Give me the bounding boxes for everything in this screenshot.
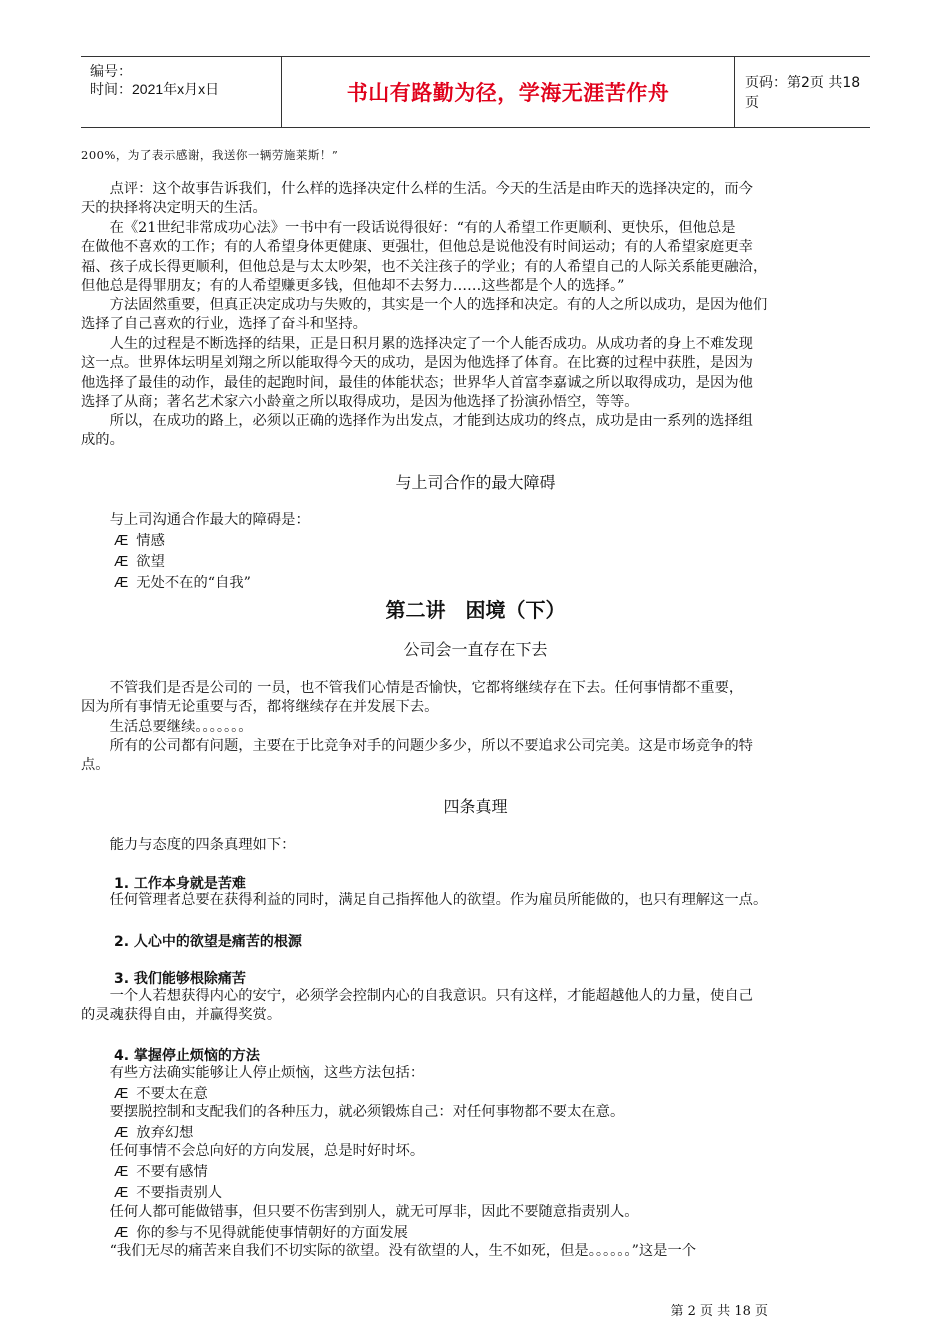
paragraph: 生活总要继续。。。。。。。 <box>81 719 253 735</box>
paragraph: 在《21世纪非常成功心法》一书中有一段话说得很好：“有的人希望工作更顺利、更快乐，但他总是 在做他不喜欢的工作；有的人希望身体更健康、更强壮，但他总是说他没有时间运动；有的人希望家庭更幸 福、孩子成长得更顺利，但他总是与太太吵架，也不关注孩子的学业；有的人希望自己的人际关系能更融洽， 但他总是得罪朋友；有的人希望赚更多钱，但他却不去努力……这些都是个人的选择。” <box>81 220 768 294</box>
section-intro: 能力与态度的四条真理如下： <box>81 837 296 853</box>
list-item: Æ 无处不在的“自我” <box>114 575 251 591</box>
paragraph: 要摆脱控制和支配我们的各种压力，就必须锻炼自己：对任何事物都不要太在意。 <box>81 1104 625 1120</box>
bullet-icon: Æ <box>114 554 129 570</box>
continued-line: 200%，为了表示感谢，我送你一辆劳施莱斯！” <box>81 148 339 162</box>
lecture-title: 第二讲 困境（下） <box>385 598 566 622</box>
page-footer: 第 2 页 共 18 页 <box>670 1304 768 1319</box>
header-meta-cell <box>81 57 282 127</box>
list-item: Æ 欲望 <box>114 554 165 570</box>
paragraph: 点评：这个故事告诉我们，什么样的选择决定什么样的生活。今天的生活是由昨天的选择决定的，而今 天的抉择将决定明天的生活。 <box>81 181 753 217</box>
paragraph: 任何事情不会总向好的方向发展，总是时好时坏。 <box>81 1143 425 1159</box>
bullet-icon: Æ <box>114 1125 129 1141</box>
bullet-icon: Æ <box>114 1086 129 1102</box>
list-item: Æ 放弃幻想 <box>114 1125 194 1141</box>
paragraph: 不管我们是否是公司的 一员，也不管我们心情是否愉快，它都将继续存在下去。任何事情都不重要， 因为所有事情无论重要与否，都将继续存在并发展下去。 <box>81 680 744 716</box>
page-label: 页码：第2页 共18页 <box>745 75 861 111</box>
paragraph: 人生的过程是不断选择的结果，正是日积月累的选择决定了一个人能否成功。从成功者的身上不难发现 这一点。世界体坛明星刘翔之所以能取得今天的成功，是因为他选择了体育。在比赛的过程中获胜，是因为 他选择了最佳的动作，最佳的起跑时间，最佳的体能状态；世界华人首富李嘉诚之所以取得成功，是因为他 选择了从商；著名艺术家六小龄童之所以取得成功，是因为他选择了扮演孙悟空，等等。 <box>81 336 753 410</box>
section-title: 四条真理 <box>443 797 508 816</box>
paragraph: 有些方法确实能够让人停止烦恼，这些方法包括： <box>81 1065 425 1081</box>
paragraph: 任何管理者总要在获得利益的同时，满足自己指挥他人的欲望。作为雇员所能做的，也只有理解这一点。 <box>81 892 768 908</box>
paragraph: 任何人都可能做错事，但只要不伤害到别人，就无可厚非，因此不要随意指责别人。 <box>81 1204 639 1220</box>
list-item: Æ 你的参与不见得就能使事情朝好的方面发展 <box>114 1225 408 1241</box>
truth-heading: 3. 我们能够根除痛苦 <box>114 971 246 987</box>
bullet-icon: Æ <box>114 1225 129 1241</box>
motto: 书山有路勤为径，学海无涯苦作舟 <box>282 57 735 127</box>
truth-heading: 1. 工作本身就是苦难 <box>114 876 246 892</box>
paragraph: 所有的公司都有问题，主要在于比竞争对手的问题少多少，所以不要追求公司完美。这是市场竞争的特 点。 <box>81 738 753 774</box>
truth-heading: 2. 人心中的欲望是痛苦的根源 <box>114 934 302 950</box>
paragraph: 一个人若想获得内心的安宁，必须学会控制内心的自我意识。只有这样，才能超越他人的力量，使自己 的灵魂获得自由，并赢得奖赏。 <box>81 988 753 1024</box>
bullet-icon: Æ <box>114 533 129 549</box>
page-header <box>81 56 870 128</box>
time-label: 时间：2021年x月x日 <box>90 81 220 97</box>
list-item: Æ 情感 <box>114 533 165 549</box>
bullet-icon: Æ <box>114 1185 129 1201</box>
section-title: 公司会一直存在下去 <box>403 640 548 659</box>
list-item: Æ 不要指责别人 <box>114 1185 223 1201</box>
paragraph: “我们无尽的痛苦来自我们不切实际的欲望。没有欲望的人，生不如死，但是。。。。。。”这是一个 <box>81 1243 697 1259</box>
truth-heading: 4. 掌握停止烦恼的方法 <box>114 1048 260 1064</box>
section-title: 与上司合作的最大障碍 <box>395 473 556 492</box>
paragraph: 方法固然重要，但真正决定成功与失败的，其实是一个人的选择和决定。有的人之所以成功，是因为他们 选择了自己喜欢的行业，选择了奋斗和坚持。 <box>81 297 768 333</box>
bullet-icon: Æ <box>114 1164 129 1180</box>
paragraph: 所以，在成功的路上，必须以正确的选择作为出发点，才能到达成功的终点，成功是由一系列的选择组 成的。 <box>81 413 753 449</box>
list-item: Æ 不要有感情 <box>114 1164 208 1180</box>
bullet-icon: Æ <box>114 575 129 591</box>
section-intro: 与上司沟通合作最大的障碍是： <box>81 512 310 528</box>
list-item: Æ 不要太在意 <box>114 1086 208 1102</box>
number-label: 编号： <box>90 63 132 79</box>
